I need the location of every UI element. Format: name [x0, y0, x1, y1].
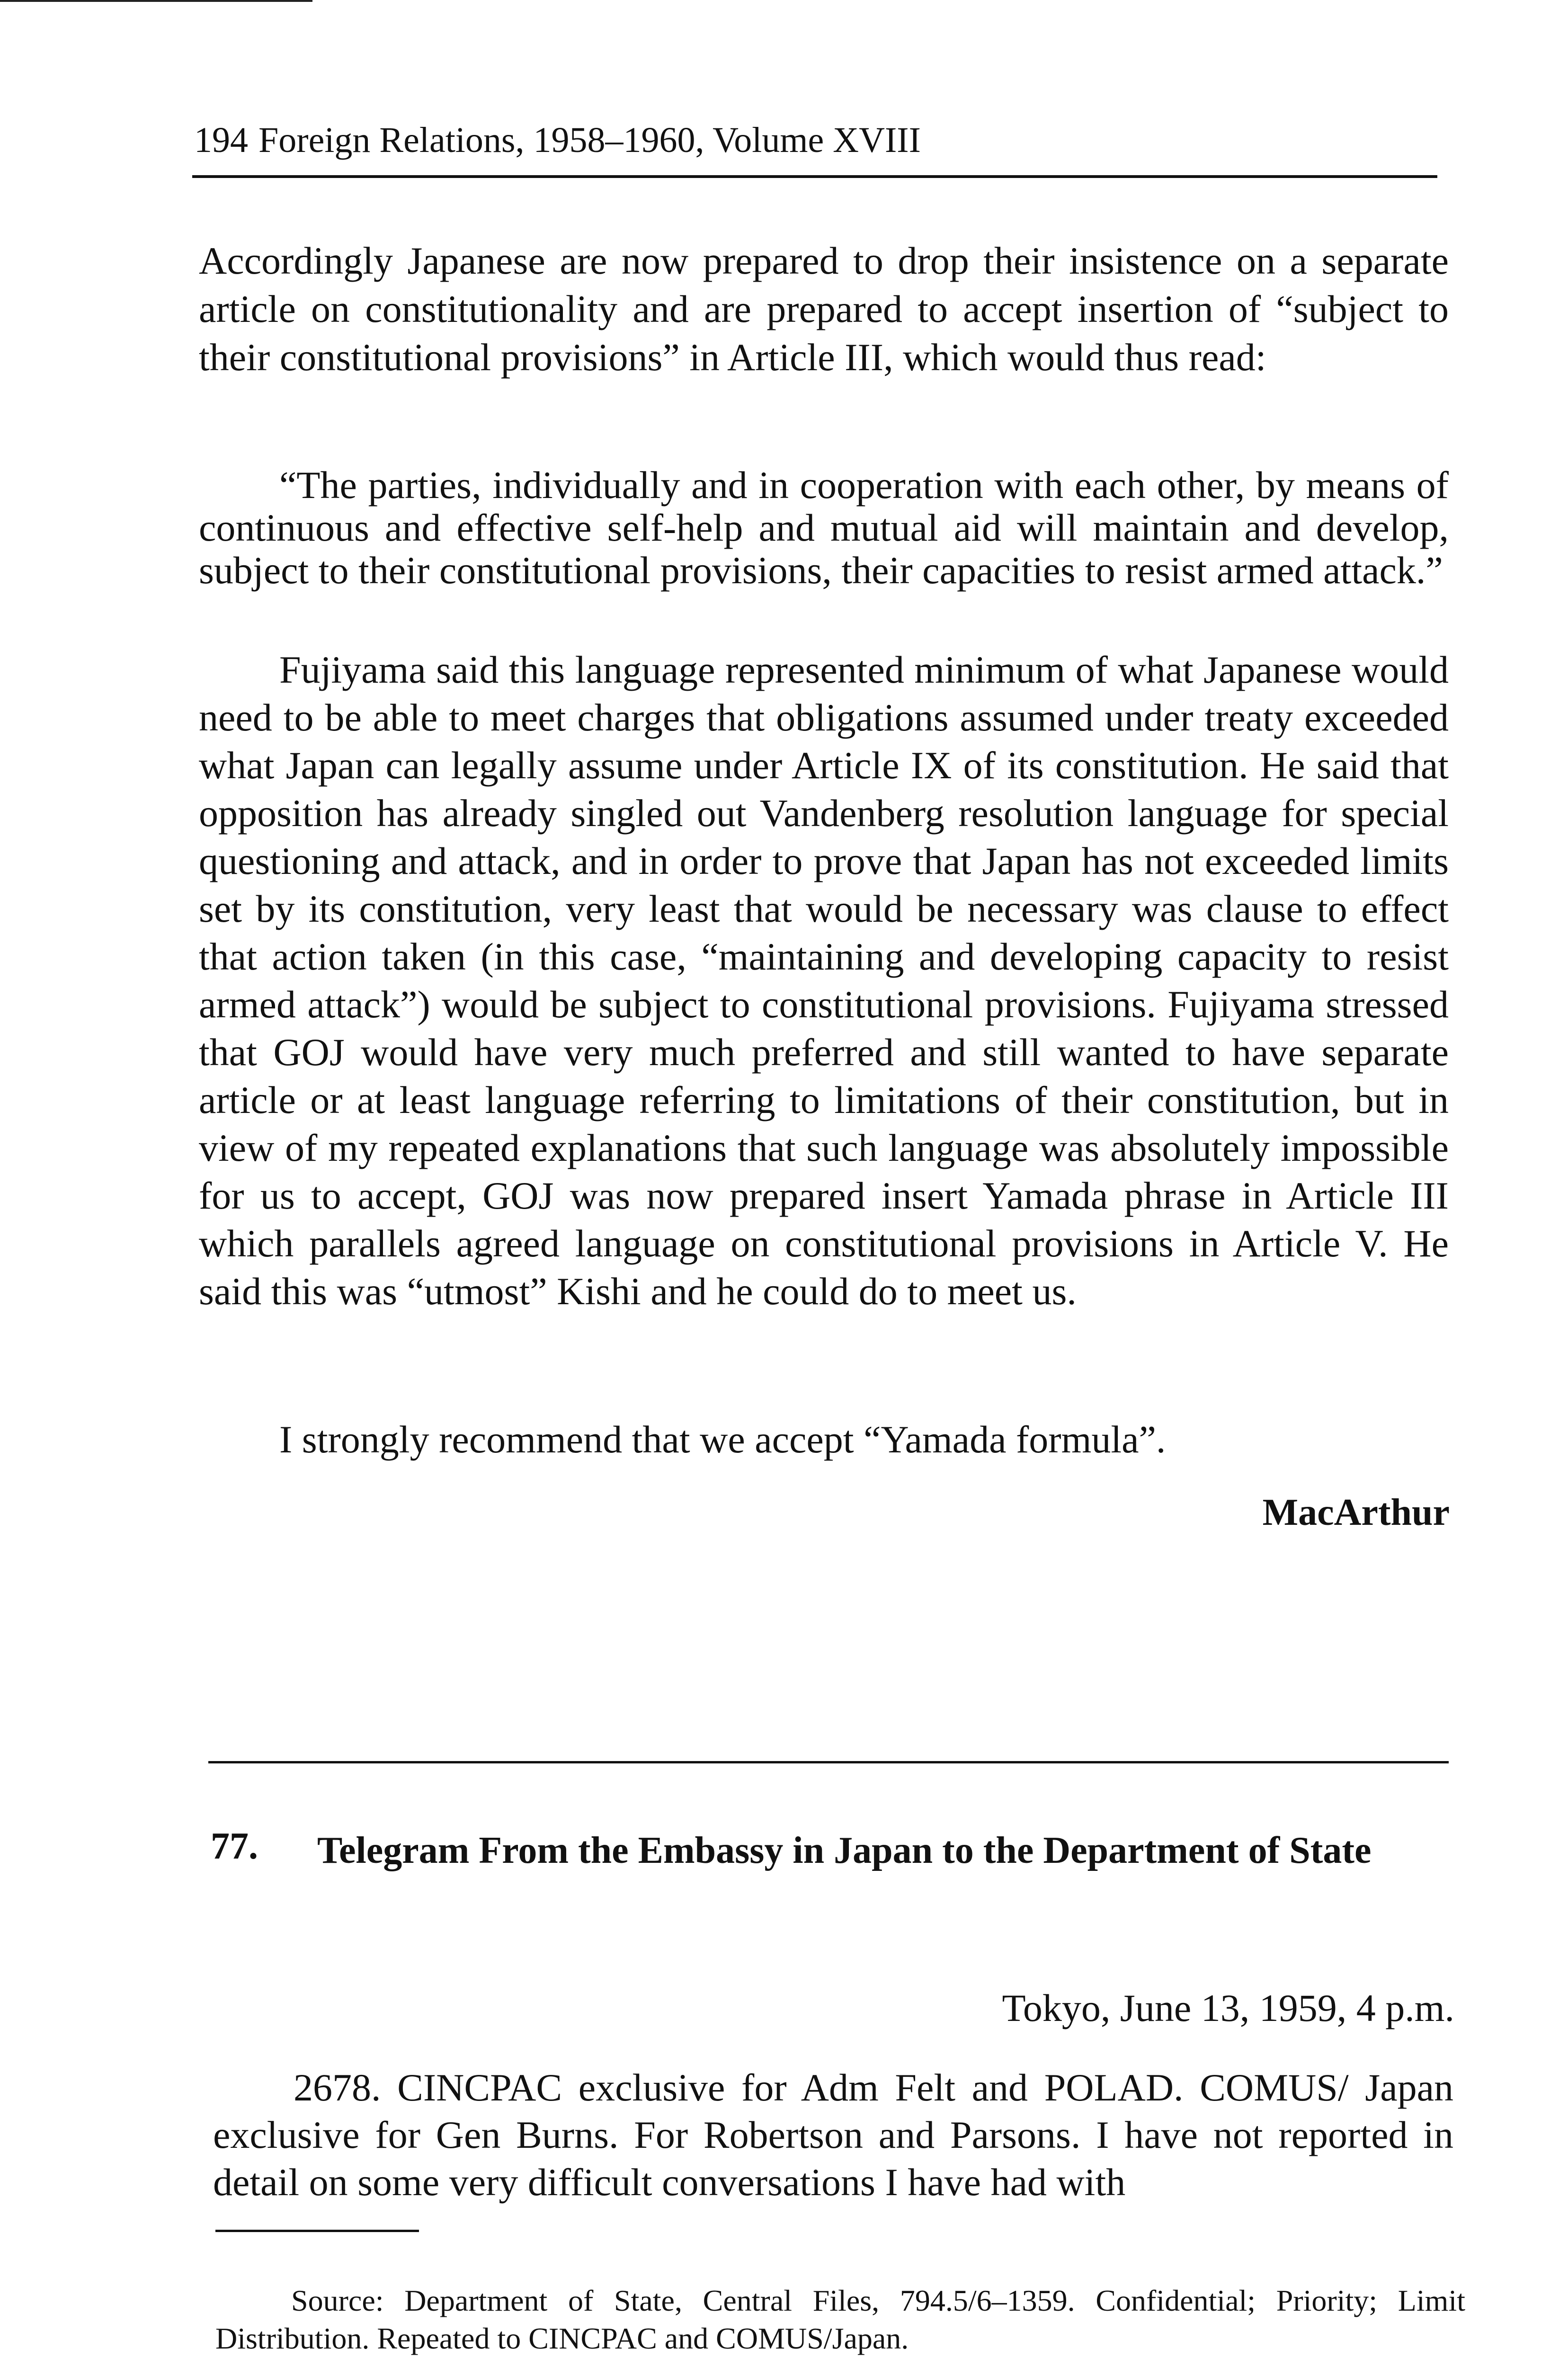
source-footnote: Source: Department of State, Central Files, 794.5/6–1359. Confidential; Priority; Limit Distribution. Repeated to CINCPAC and COMUS/Japan. [215, 2284, 1465, 2355]
header-rule [192, 175, 1437, 178]
scan-edge-line [0, 0, 312, 2]
page-number: 194 [194, 120, 248, 160]
document-body: 2678. CINCPAC exclusive for Adm Felt and POLAD. COMUS/ Japan exclusive for Gen Burns. For Robertson and Parsons. I have not reported in detail on some very difficult conversations I have had with [213, 2066, 1453, 2204]
paragraph-2: Fujiyama said this language represented minimum of what Japanese would need to be able to meet charges that obligations assumed under treaty exceeded what Japan can legally assume under Article IX of its constitution. He said that opposition has already singled out Vandenberg resolution language for special questioning and attack, and in order to prove that Japan has not exceeded limits set by its constitution, very least that would be necessary was clause to effect that action taken (in this case, “maintaining and developing capacity to resist armed attack”) would be subject to constitutional provisions. Fujiyama stressed that GOJ would have very much preferred and still wanted to have separate article or at least language referring to limitations of their constitution, but in view of my repeated explanations that such language was absolutely impossible for us to accept, GOJ was now prepared insert Yamada phrase in Article III which parallels agreed language on constitutional provisions in Article V. He said this was “utmost” Kishi and he could do to meet us. [199, 648, 1449, 1313]
document-title: Telegram From the Embassy in Japan to the Department of State [317, 1830, 1372, 1871]
section-rule [208, 1761, 1449, 1763]
document-number: 77. [211, 1825, 258, 1867]
block-quote: “The parties, individually and in cooperation with each other, by means of continuous and effective self-help and mutual aid will maintain and develop, subject to their constitutional provisions, their capacities to resist armed attack.” [199, 463, 1449, 592]
paragraph-3: I strongly recommend that we accept “Yamada formula”. [279, 1418, 1166, 1461]
signature: MacArthur [1262, 1492, 1450, 1533]
running-title: Foreign Relations, 1958–1960, Volume XVIII [258, 120, 921, 160]
running-header [194, 122, 921, 158]
paragraph-1: Accordingly Japanese are now prepared to drop their insistence on a separate article on constitutionality and are prepared to accept insertion of “subject to their constitutional provisions” in Article III, which would thus read: [199, 239, 1449, 379]
footnote-rule [215, 2230, 419, 2232]
dateline: Tokyo, June 13, 1959, 4 p.m. [1002, 1986, 1454, 2029]
